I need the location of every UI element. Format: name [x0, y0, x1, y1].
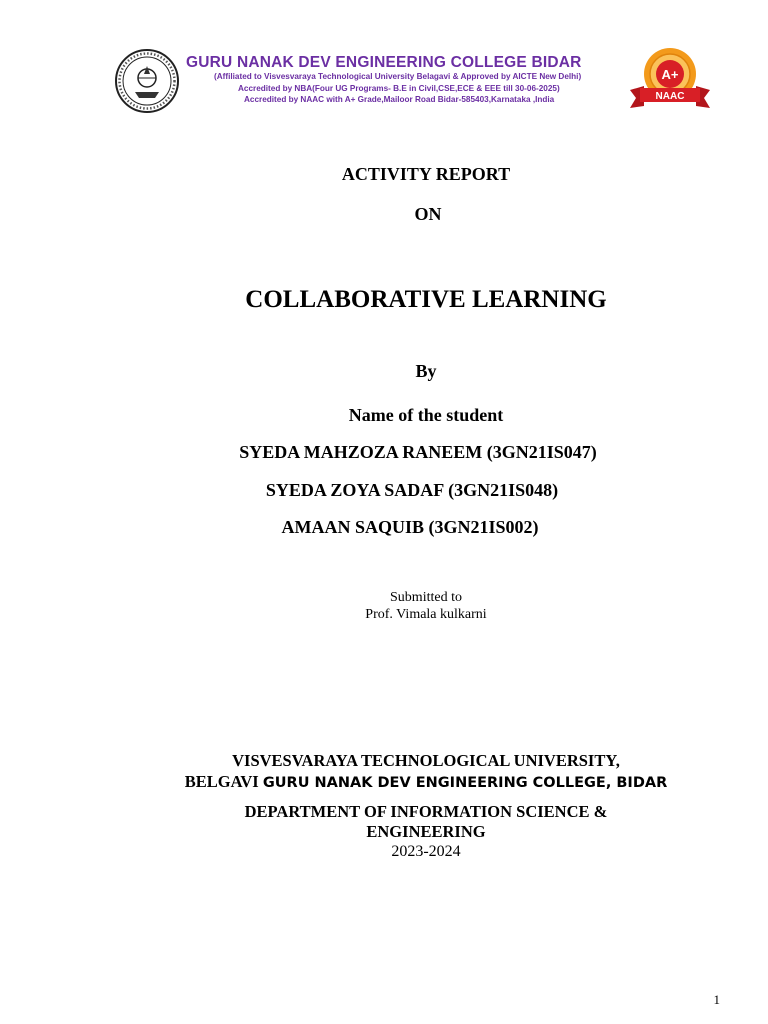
department-line-1: DEPARTMENT OF INFORMATION SCIENCE & [244, 802, 608, 821]
college-location-line [42, 772, 768, 792]
city-prefix: BELGAVI [184, 772, 263, 791]
nba-accreditation-line: Accredited by NBA(Four UG Programs- B.E in Civil,CSE,ECE & EEE till 30-06-2025) [238, 84, 560, 93]
student-name-label: Name of the student [348, 405, 504, 425]
department-line-2: ENGINEERING [366, 822, 486, 841]
student-name: SYEDA ZOYA SADAF (3GN21IS048) [265, 480, 559, 500]
academic-year: 2023-2024 [391, 843, 461, 860]
naac-accreditation-line: Accredited by NAAC with A+ Grade,Mailoor Road Bidar-585403,Karnataka ,India [244, 95, 555, 104]
report-on: ON [414, 204, 442, 224]
page-number: 1 [713, 992, 720, 1007]
footer-college-name: GURU NANAK DEV ENGINEERING COLLEGE, BIDAR [262, 775, 668, 791]
college-name: GURU NANAK DEV ENGINEERING COLLEGE BIDAR [186, 54, 582, 71]
report-title: COLLABORATIVE LEARNING [245, 286, 607, 313]
college-seal-logo [114, 48, 180, 114]
affiliation-line: (Affiliated to Visvesvaraya Technological University Belagavi & Approved by AICTE New Delhi) [214, 72, 582, 81]
student-name: SYEDA MAHZOZA RANEEM (3GN21IS047) [239, 442, 597, 462]
submitted-to-label: Submitted to [390, 590, 462, 605]
professor-name: Prof. Vimala kulkarni [365, 607, 487, 622]
report-heading: ACTIVITY REPORT [341, 164, 511, 184]
report-by: By [415, 361, 437, 381]
badge-grade: A+ [661, 67, 679, 82]
university-name: VISVESVARAYA TECHNOLOGICAL UNIVERSITY, [232, 751, 620, 770]
badge-label: NAAC [655, 91, 685, 102]
naac-badge-logo [628, 46, 712, 116]
student-name: AMAAN SAQUIB (3GN21IS002) [281, 517, 539, 537]
